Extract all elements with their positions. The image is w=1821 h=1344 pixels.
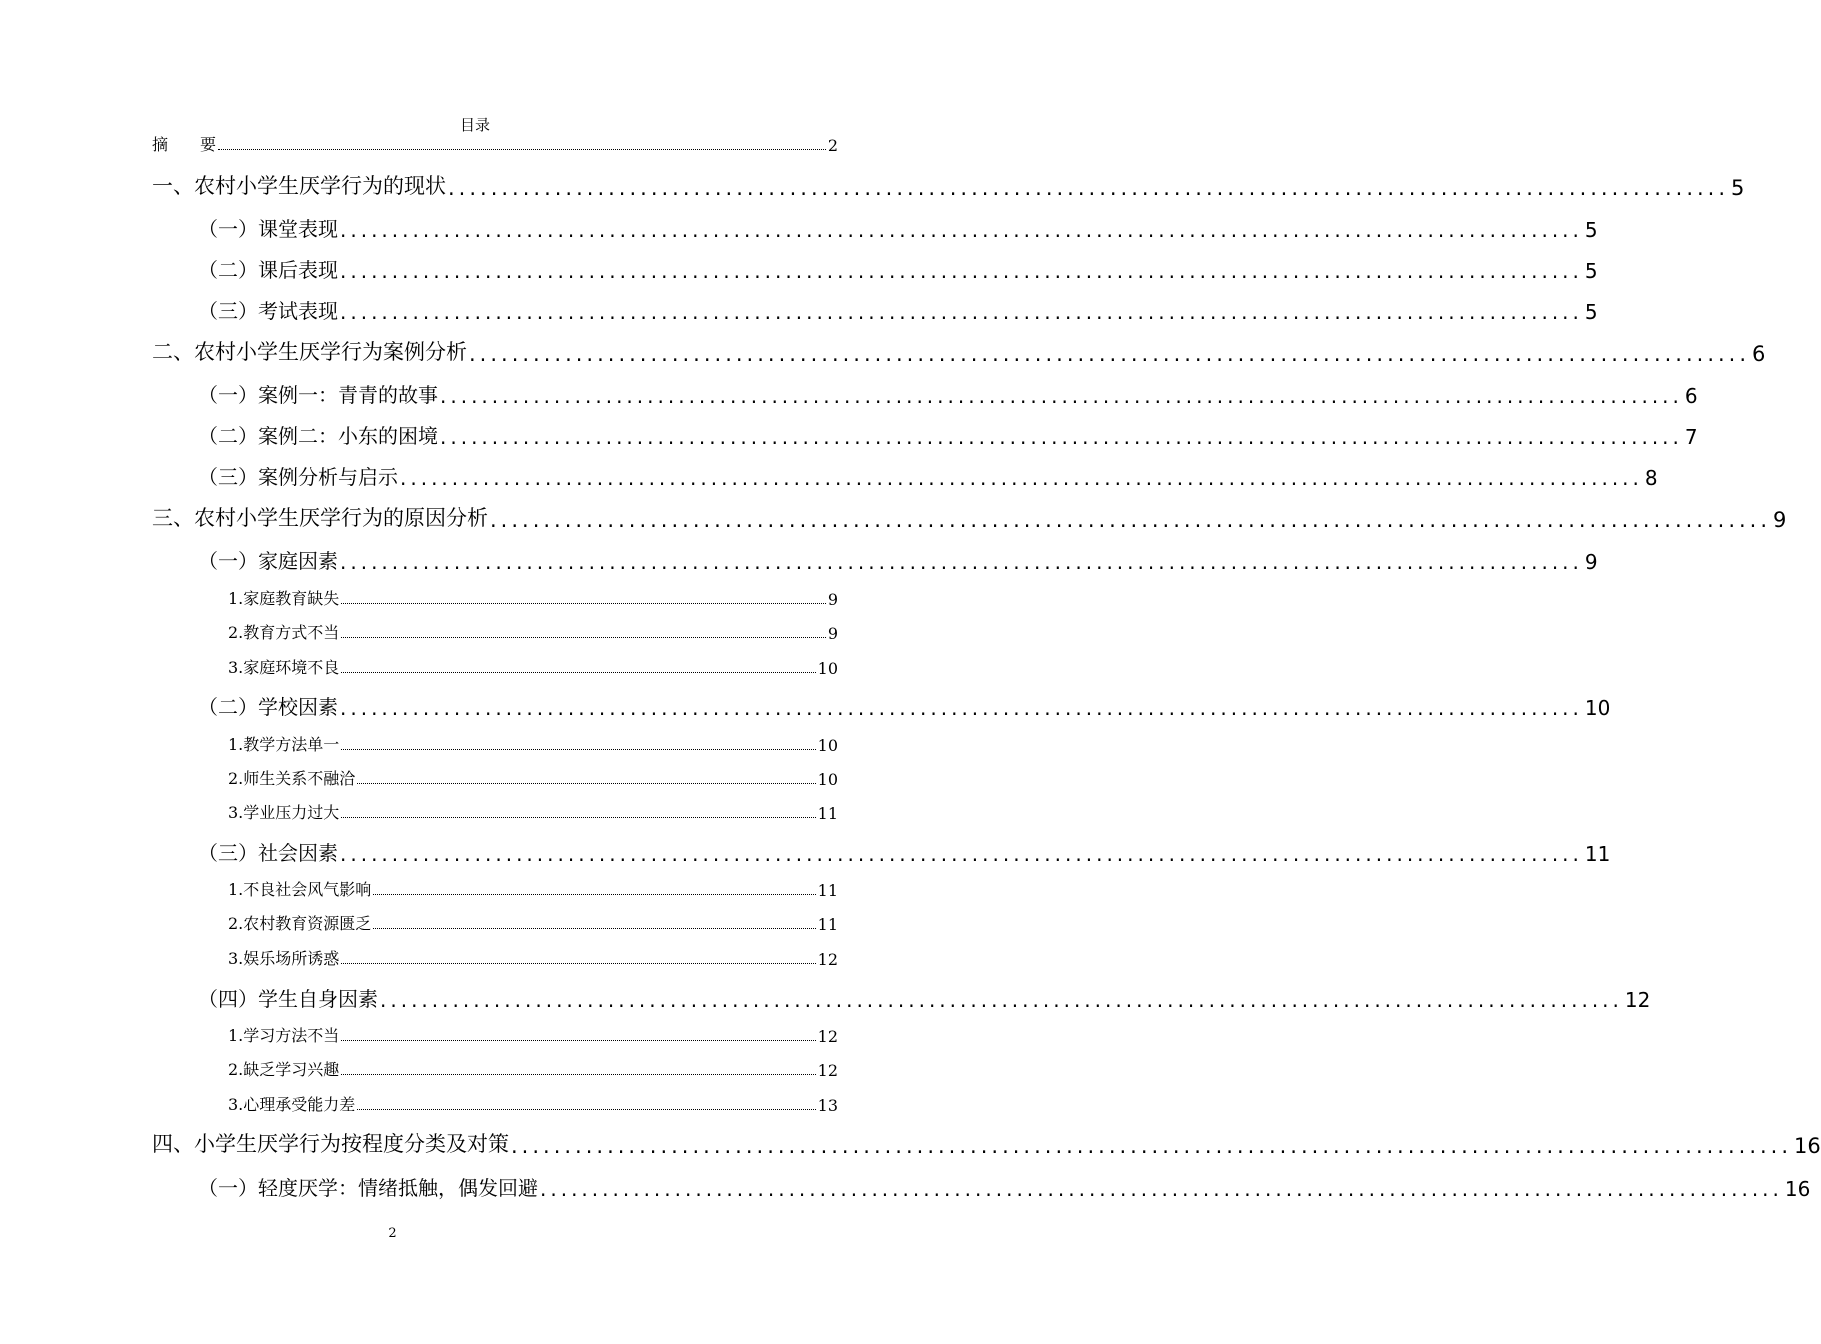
toc-leader-dots: ........................................................................................................................ — [448, 176, 1730, 200]
toc-entry[interactable] — [228, 656, 838, 678]
toc-entry[interactable] — [198, 1171, 1811, 1201]
toc-entry-label: （三）考试表现 — [198, 299, 338, 323]
toc-leader-dots: ........................................................................................................................ — [340, 842, 1583, 866]
toc-entry-label: 3.家庭环境不良 — [228, 658, 340, 677]
toc-entry-label: （四）学生自身因素 — [198, 987, 378, 1011]
toc-entry-page: 9 — [1773, 508, 1787, 532]
toc-entry-label: 1.不良社会风气影响 — [228, 880, 372, 899]
toc-leader-dots: ........................................................................................................................ — [440, 425, 1683, 449]
toc-entry-page: 9 — [827, 624, 838, 643]
toc-entry-label: 3.心理承受能力差 — [228, 1095, 356, 1114]
toc-entry-page: 9 — [827, 590, 838, 609]
toc-entry[interactable] — [198, 982, 1651, 1012]
toc-entry-label: （一）轻度厌学：情绪抵触，偶发回避 — [198, 1176, 538, 1200]
toc-entry-page: 5 — [1584, 259, 1598, 283]
toc-leader-dots — [373, 893, 815, 895]
toc-entry[interactable] — [228, 912, 838, 934]
toc-entry-page: 5 — [1584, 300, 1598, 324]
toc-leader-dots — [357, 1108, 815, 1110]
toc-entry-page: 10 — [817, 770, 838, 789]
toc-entry[interactable] — [228, 733, 838, 755]
toc-entry-page: 16 — [1784, 1177, 1811, 1201]
toc-entry-page: 6 — [1752, 342, 1766, 366]
toc-entry-page: 12 — [1624, 988, 1651, 1012]
toc-entry-page: 11 — [1584, 842, 1611, 866]
toc-leader-dots: ........................................................................................................................ — [340, 550, 1583, 574]
toc-entry-label: （三）案例分析与启示 — [198, 465, 398, 489]
toc-entry[interactable] — [152, 1128, 1821, 1158]
toc-entry-page: 5 — [1584, 218, 1598, 242]
toc-title: 目录 — [459, 116, 490, 134]
toc-entry-label: 2.教育方式不当 — [228, 623, 340, 642]
toc-leader-dots: ........................................................................................................................ — [340, 259, 1583, 283]
toc-entry-label: 2.师生关系不融洽 — [228, 769, 356, 788]
toc-entry-label: （一）课堂表现 — [198, 217, 338, 241]
toc-entry-label: （二）学校因素 — [198, 695, 338, 719]
toc-entry[interactable] — [198, 378, 1698, 408]
toc-entry-page: 16 — [1794, 1134, 1821, 1158]
toc-leader-dots: ........................................................................................................................ — [540, 1177, 1783, 1201]
toc-entry-page: 9 — [1584, 550, 1598, 574]
toc-leader-dots: ........................................................................................................................ — [340, 696, 1583, 720]
toc-leader-dots — [341, 816, 815, 818]
toc-leader-dots: ........................................................................................................................ — [490, 508, 1772, 532]
toc-leader-dots — [341, 671, 815, 673]
toc-entry[interactable] — [152, 502, 1787, 532]
toc-entry-label: （一）案例一：青青的故事 — [198, 383, 438, 407]
toc-leader-dots: ........................................................................................................................ — [380, 988, 1623, 1012]
toc-leader-dots: ........................................................................................................................ — [340, 218, 1583, 242]
toc-leader-dots — [357, 782, 815, 784]
toc-entry-label: 一、农村小学生厌学行为的现状 — [152, 174, 446, 198]
toc-entry[interactable] — [228, 947, 838, 969]
toc-entry-label: 3.学业压力过大 — [228, 803, 340, 822]
toc-entry-page: 8 — [1644, 466, 1658, 490]
toc-entry-page: 11 — [817, 915, 838, 934]
toc-entry-label: （二）案例二：小东的困境 — [198, 424, 438, 448]
toc-leader-dots — [341, 1039, 815, 1041]
toc-leader-dots — [373, 927, 815, 929]
toc-entry[interactable] — [198, 253, 1598, 283]
toc-entry[interactable] — [198, 460, 1658, 490]
toc-entry[interactable] — [198, 690, 1611, 720]
toc-entry-label: 三、农村小学生厌学行为的原因分析 — [152, 506, 488, 530]
toc-leader-dots: ........................................................................................................................ — [440, 384, 1683, 408]
toc-entry-page: 12 — [817, 1027, 838, 1046]
toc-entry[interactable] — [228, 1093, 838, 1115]
toc-leader-dots: ........................................................................................................................ — [400, 466, 1643, 490]
page-number-footer: 2 — [388, 1226, 397, 1241]
toc-entry[interactable] — [228, 801, 838, 823]
toc-entry[interactable] — [198, 836, 1611, 866]
toc-entry[interactable] — [228, 878, 838, 900]
toc-entry-label: 四、小学生厌学行为按程度分类及对策 — [152, 1132, 509, 1156]
toc-leader-dots: ........................................................................................................................ — [469, 342, 1751, 366]
toc-entry-label: 二、农村小学生厌学行为案例分析 — [152, 340, 467, 364]
toc-entry[interactable] — [198, 419, 1698, 449]
toc-entry-label: 1.家庭教育缺失 — [228, 589, 340, 608]
toc-entry-page: 12 — [817, 1061, 838, 1080]
toc-entry-page: 7 — [1684, 425, 1698, 449]
toc-leader-dots — [341, 636, 826, 638]
toc-entry-page: 11 — [817, 881, 838, 900]
toc-entry-label: 摘 要 — [152, 135, 217, 154]
toc-entry-page: 11 — [817, 804, 838, 823]
toc-entry-page: 10 — [817, 736, 838, 755]
toc-entry[interactable] — [228, 1058, 838, 1080]
toc-entry-label: 1.教学方法单一 — [228, 735, 340, 754]
toc-entry-label: （一）家庭因素 — [198, 549, 338, 573]
toc-entry[interactable] — [152, 170, 1745, 200]
toc-entry[interactable] — [152, 336, 1766, 366]
toc-entry-label: 2.缺乏学习兴趣 — [228, 1060, 340, 1079]
toc-entry-page: 12 — [817, 950, 838, 969]
toc-entry-page: 2 — [827, 136, 838, 155]
toc-entry[interactable] — [228, 1024, 838, 1046]
toc-leader-dots — [341, 962, 815, 964]
toc-entry-label: 1.学习方法不当 — [228, 1026, 340, 1045]
toc-entry[interactable] — [228, 621, 838, 643]
toc-entry-page: 10 — [817, 659, 838, 678]
toc-entry-page: 13 — [817, 1096, 838, 1115]
toc-entry[interactable] — [198, 544, 1598, 574]
toc-entry-label: （二）课后表现 — [198, 258, 338, 282]
toc-entry[interactable] — [228, 767, 838, 789]
toc-entry-label: 2.农村教育资源匮乏 — [228, 914, 372, 933]
toc-entry[interactable] — [228, 587, 838, 609]
toc-entry-page: 6 — [1684, 384, 1698, 408]
toc-leader-dots — [341, 602, 826, 604]
toc-entry-page: 5 — [1731, 176, 1745, 200]
toc-leader-dots — [341, 748, 815, 750]
toc-leader-dots — [218, 148, 826, 150]
toc-entry[interactable] — [198, 212, 1598, 242]
toc-leader-dots: ........................................................................................................................ — [340, 300, 1583, 324]
toc-entry[interactable] — [198, 294, 1598, 324]
toc-entry-label: （三）社会因素 — [198, 841, 338, 865]
toc-leader-dots — [341, 1073, 815, 1075]
toc-entry[interactable] — [152, 133, 838, 155]
toc-entry-page: 10 — [1584, 696, 1611, 720]
toc-leader-dots: ........................................................................................................................ — [511, 1134, 1793, 1158]
toc-entry-label: 3.娱乐场所诱惑 — [228, 949, 340, 968]
